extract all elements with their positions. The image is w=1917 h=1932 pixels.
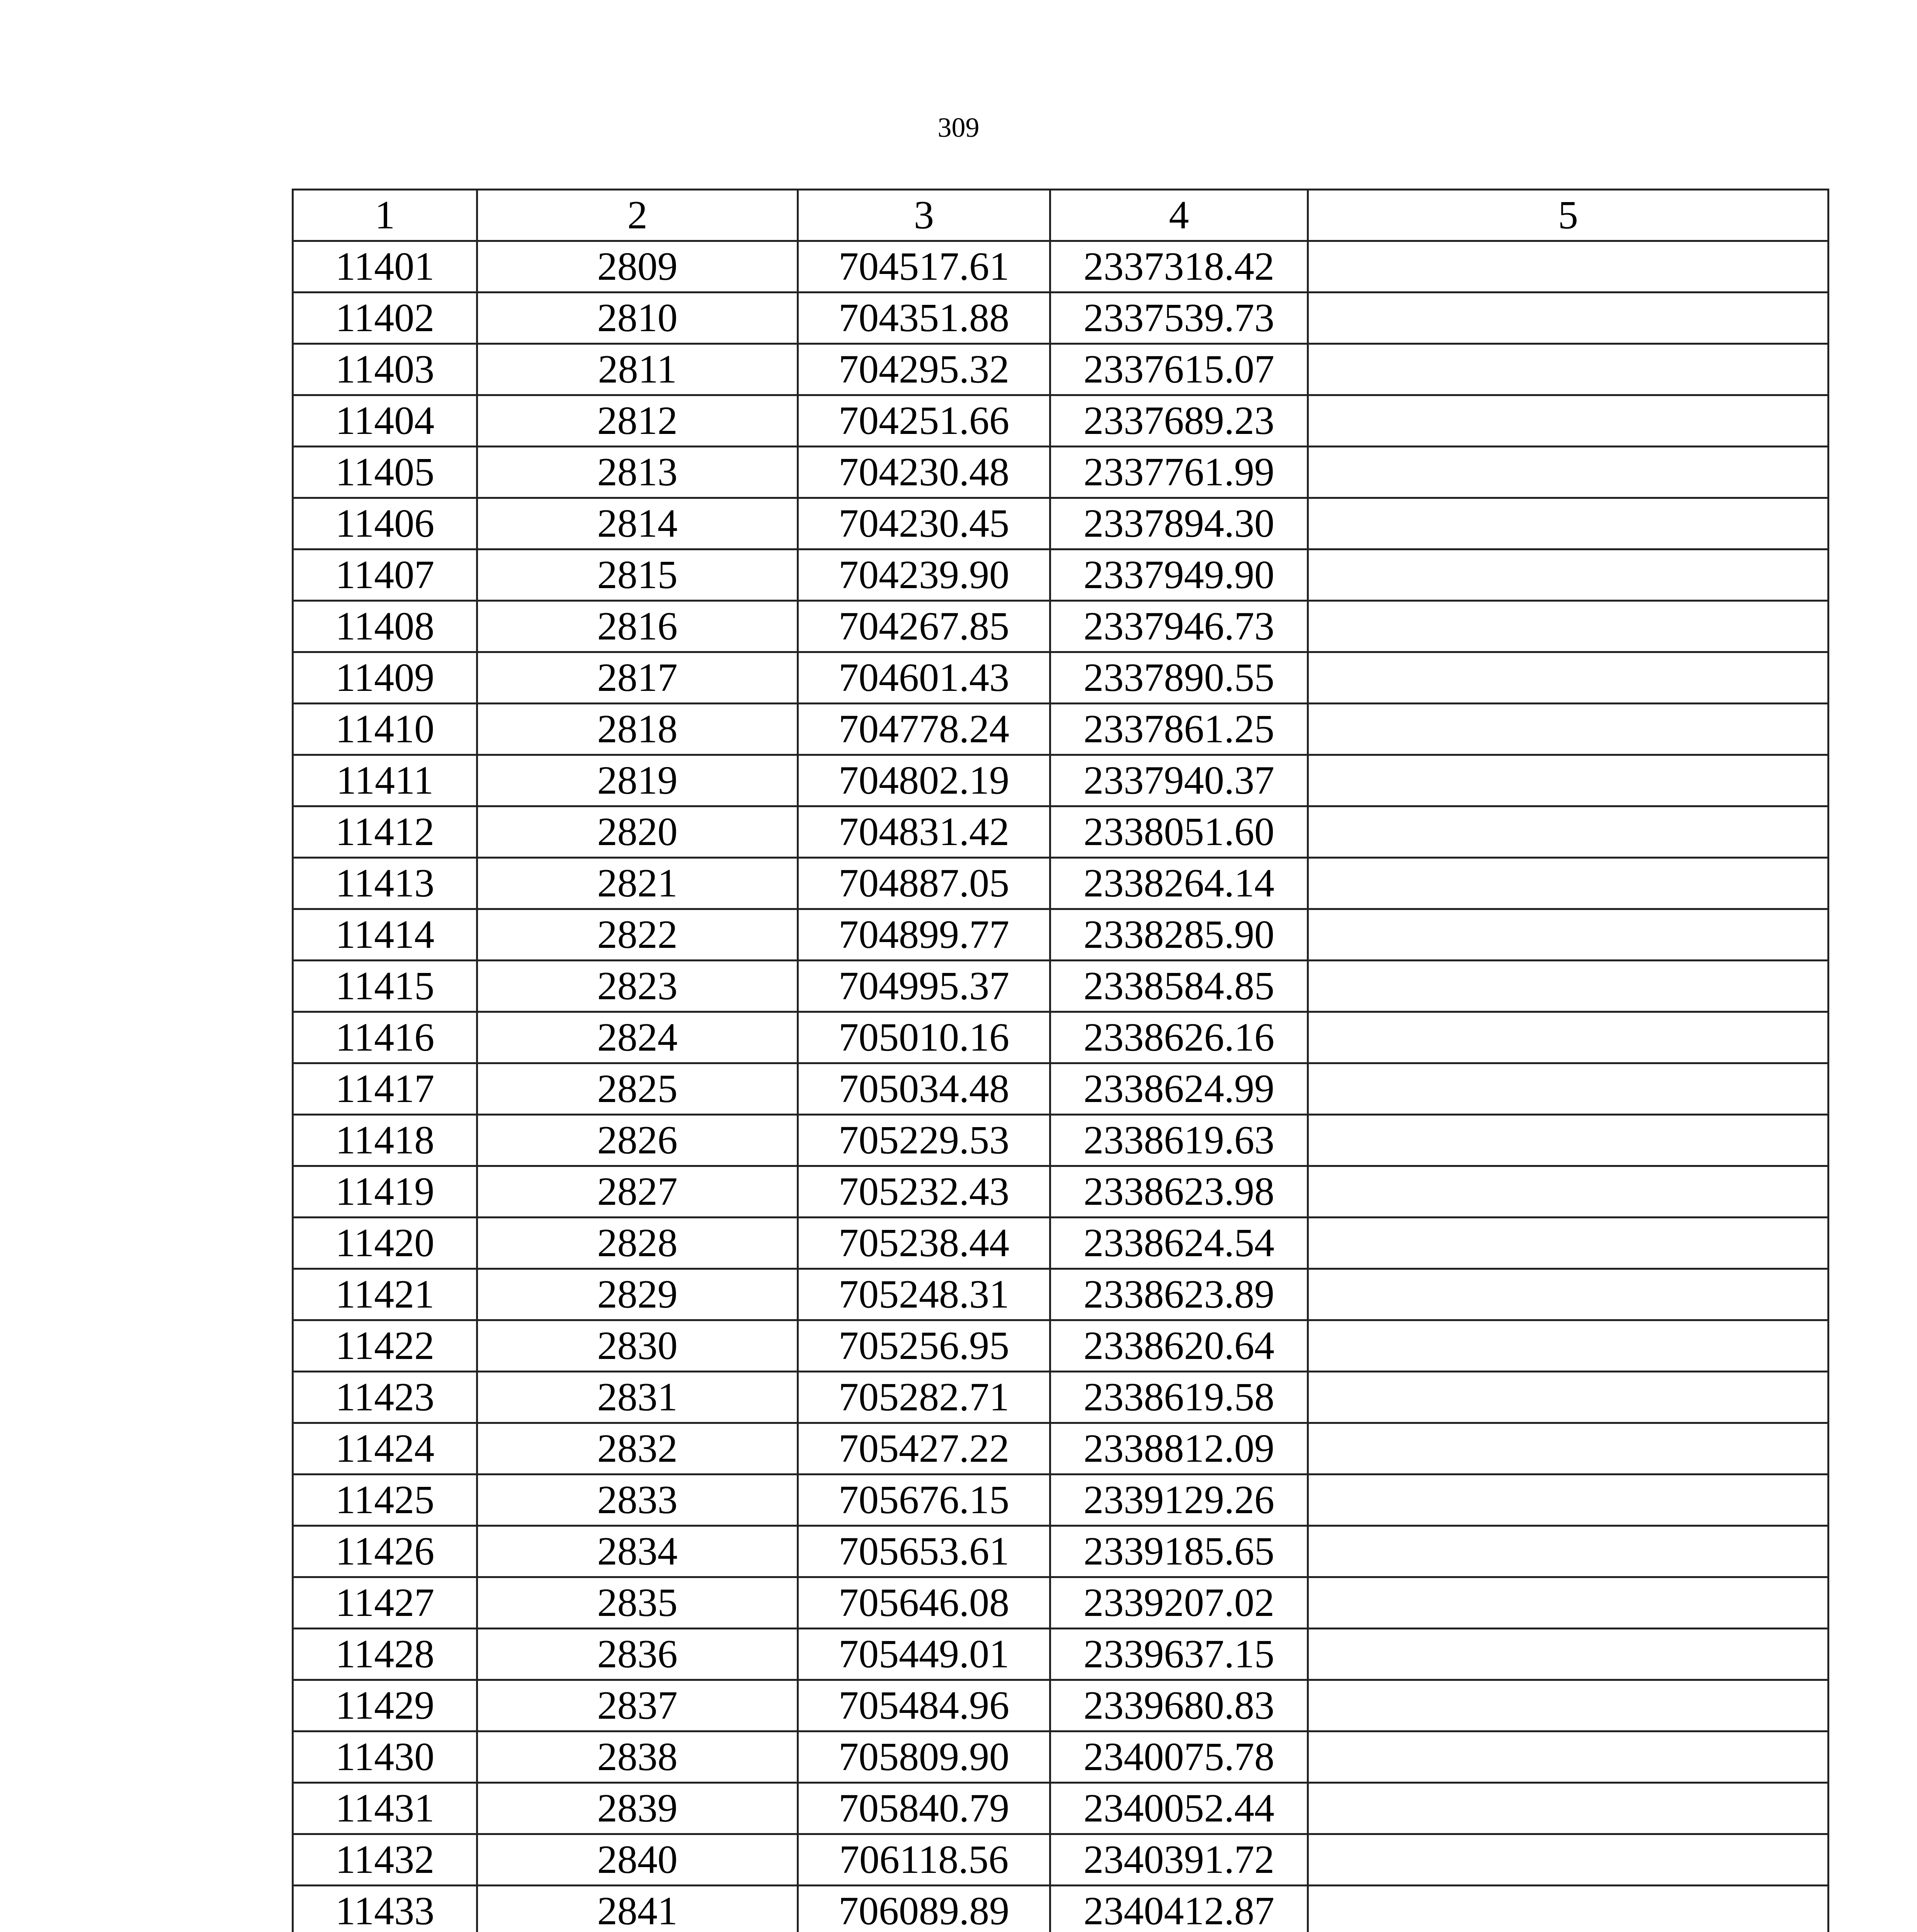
note-cell bbox=[1308, 498, 1829, 549]
note-cell bbox=[1308, 447, 1829, 498]
row-number-cell: 11414 bbox=[293, 909, 477, 961]
table-row bbox=[293, 1834, 1829, 1886]
y-coordinate-cell: 2339129.26 bbox=[1050, 1475, 1308, 1526]
point-number-cell: 2821 bbox=[477, 858, 798, 909]
x-coordinate-cell: 705248.31 bbox=[798, 1269, 1050, 1320]
row-number-cell: 11403 bbox=[293, 344, 477, 395]
note-cell bbox=[1308, 1629, 1829, 1680]
x-coordinate-cell: 704995.37 bbox=[798, 961, 1050, 1012]
y-coordinate-cell: 2338619.63 bbox=[1050, 1115, 1308, 1166]
table-row bbox=[293, 1886, 1829, 1932]
table-row bbox=[293, 909, 1829, 961]
point-number-cell: 2827 bbox=[477, 1166, 798, 1218]
x-coordinate-cell: 705676.15 bbox=[798, 1475, 1050, 1526]
x-coordinate-cell: 705232.43 bbox=[798, 1166, 1050, 1218]
x-coordinate-cell: 704802.19 bbox=[798, 755, 1050, 806]
row-number-cell: 11417 bbox=[293, 1063, 477, 1115]
row-number-cell: 11424 bbox=[293, 1423, 477, 1475]
point-number-cell: 2811 bbox=[477, 344, 798, 395]
point-number-cell: 2819 bbox=[477, 755, 798, 806]
note-cell bbox=[1308, 1320, 1829, 1372]
table-row bbox=[293, 1012, 1829, 1063]
table-row bbox=[293, 1475, 1829, 1526]
row-number-cell: 11406 bbox=[293, 498, 477, 549]
point-number-cell: 2816 bbox=[477, 601, 798, 652]
point-number-cell: 2841 bbox=[477, 1886, 798, 1932]
table-row bbox=[293, 1115, 1829, 1166]
y-coordinate-cell: 2338624.99 bbox=[1050, 1063, 1308, 1115]
row-number-cell: 11425 bbox=[293, 1475, 477, 1526]
x-coordinate-cell: 705484.96 bbox=[798, 1680, 1050, 1731]
x-coordinate-cell: 705653.61 bbox=[798, 1526, 1050, 1577]
row-number-cell: 11418 bbox=[293, 1115, 477, 1166]
header-cell-3: 3 bbox=[798, 190, 1050, 241]
x-coordinate-cell: 704899.77 bbox=[798, 909, 1050, 961]
note-cell bbox=[1308, 1680, 1829, 1731]
note-cell bbox=[1308, 652, 1829, 704]
note-cell bbox=[1308, 1783, 1829, 1834]
y-coordinate-cell: 2337894.30 bbox=[1050, 498, 1308, 549]
table-row bbox=[293, 1269, 1829, 1320]
table-row bbox=[293, 858, 1829, 909]
x-coordinate-cell: 705229.53 bbox=[798, 1115, 1050, 1166]
x-coordinate-cell: 705282.71 bbox=[798, 1372, 1050, 1423]
row-number-cell: 11432 bbox=[293, 1834, 477, 1886]
note-cell bbox=[1308, 1115, 1829, 1166]
row-number-cell: 11415 bbox=[293, 961, 477, 1012]
header-cell-4: 4 bbox=[1050, 190, 1308, 241]
note-cell bbox=[1308, 755, 1829, 806]
x-coordinate-cell: 704230.48 bbox=[798, 447, 1050, 498]
table-row bbox=[293, 241, 1829, 293]
table-row bbox=[293, 1680, 1829, 1731]
y-coordinate-cell: 2337890.55 bbox=[1050, 652, 1308, 704]
point-number-cell: 2835 bbox=[477, 1577, 798, 1629]
point-number-cell: 2840 bbox=[477, 1834, 798, 1886]
y-coordinate-cell: 2337761.99 bbox=[1050, 447, 1308, 498]
y-coordinate-cell: 2338812.09 bbox=[1050, 1423, 1308, 1475]
table-row bbox=[293, 293, 1829, 344]
note-cell bbox=[1308, 1834, 1829, 1886]
table-row bbox=[293, 344, 1829, 395]
point-number-cell: 2824 bbox=[477, 1012, 798, 1063]
row-number-cell: 11419 bbox=[293, 1166, 477, 1218]
y-coordinate-cell: 2337539.73 bbox=[1050, 293, 1308, 344]
x-coordinate-cell: 705034.48 bbox=[798, 1063, 1050, 1115]
point-number-cell: 2820 bbox=[477, 806, 798, 858]
point-number-cell: 2838 bbox=[477, 1731, 798, 1783]
point-number-cell: 2836 bbox=[477, 1629, 798, 1680]
header-cell-2: 2 bbox=[477, 190, 798, 241]
table-row bbox=[293, 652, 1829, 704]
note-cell bbox=[1308, 704, 1829, 755]
row-number-cell: 11422 bbox=[293, 1320, 477, 1372]
coordinates-table bbox=[292, 189, 1829, 1932]
point-number-cell: 2832 bbox=[477, 1423, 798, 1475]
table-row bbox=[293, 1063, 1829, 1115]
table-row bbox=[293, 601, 1829, 652]
x-coordinate-cell: 704351.88 bbox=[798, 293, 1050, 344]
y-coordinate-cell: 2337946.73 bbox=[1050, 601, 1308, 652]
y-coordinate-cell: 2338624.54 bbox=[1050, 1218, 1308, 1269]
x-coordinate-cell: 704778.24 bbox=[798, 704, 1050, 755]
row-number-cell: 11412 bbox=[293, 806, 477, 858]
x-coordinate-cell: 705010.16 bbox=[798, 1012, 1050, 1063]
y-coordinate-cell: 2338051.60 bbox=[1050, 806, 1308, 858]
x-coordinate-cell: 704267.85 bbox=[798, 601, 1050, 652]
x-coordinate-cell: 705809.90 bbox=[798, 1731, 1050, 1783]
point-number-cell: 2826 bbox=[477, 1115, 798, 1166]
note-cell bbox=[1308, 1731, 1829, 1783]
x-coordinate-cell: 704601.43 bbox=[798, 652, 1050, 704]
table-row bbox=[293, 1783, 1829, 1834]
point-number-cell: 2834 bbox=[477, 1526, 798, 1577]
header-cell-5: 5 bbox=[1308, 190, 1829, 241]
point-number-cell: 2833 bbox=[477, 1475, 798, 1526]
y-coordinate-cell: 2337318.42 bbox=[1050, 241, 1308, 293]
note-cell bbox=[1308, 1218, 1829, 1269]
note-cell bbox=[1308, 601, 1829, 652]
note-cell bbox=[1308, 1526, 1829, 1577]
note-cell bbox=[1308, 1012, 1829, 1063]
row-number-cell: 11431 bbox=[293, 1783, 477, 1834]
point-number-cell: 2829 bbox=[477, 1269, 798, 1320]
row-number-cell: 11421 bbox=[293, 1269, 477, 1320]
point-number-cell: 2818 bbox=[477, 704, 798, 755]
point-number-cell: 2828 bbox=[477, 1218, 798, 1269]
note-cell bbox=[1308, 1475, 1829, 1526]
note-cell bbox=[1308, 1063, 1829, 1115]
point-number-cell: 2810 bbox=[477, 293, 798, 344]
note-cell bbox=[1308, 1166, 1829, 1218]
table-row bbox=[293, 1577, 1829, 1629]
note-cell bbox=[1308, 293, 1829, 344]
row-number-cell: 11428 bbox=[293, 1629, 477, 1680]
note-cell bbox=[1308, 806, 1829, 858]
x-coordinate-cell: 704251.66 bbox=[798, 395, 1050, 447]
x-coordinate-cell: 704230.45 bbox=[798, 498, 1050, 549]
x-coordinate-cell: 705840.79 bbox=[798, 1783, 1050, 1834]
table-row bbox=[293, 1166, 1829, 1218]
page-number: 309 bbox=[937, 112, 980, 143]
x-coordinate-cell: 705449.01 bbox=[798, 1629, 1050, 1680]
row-number-cell: 11423 bbox=[293, 1372, 477, 1423]
table-row bbox=[293, 755, 1829, 806]
y-coordinate-cell: 2337949.90 bbox=[1050, 549, 1308, 601]
x-coordinate-cell: 705256.95 bbox=[798, 1320, 1050, 1372]
point-number-cell: 2813 bbox=[477, 447, 798, 498]
row-number-cell: 11405 bbox=[293, 447, 477, 498]
point-number-cell: 2825 bbox=[477, 1063, 798, 1115]
row-number-cell: 11420 bbox=[293, 1218, 477, 1269]
table-body bbox=[293, 190, 1829, 1932]
y-coordinate-cell: 2339680.83 bbox=[1050, 1680, 1308, 1731]
point-number-cell: 2817 bbox=[477, 652, 798, 704]
point-number-cell: 2839 bbox=[477, 1783, 798, 1834]
table-row bbox=[293, 549, 1829, 601]
row-number-cell: 11433 bbox=[293, 1886, 477, 1932]
table-row bbox=[293, 1372, 1829, 1423]
row-number-cell: 11404 bbox=[293, 395, 477, 447]
x-coordinate-cell: 705238.44 bbox=[798, 1218, 1050, 1269]
y-coordinate-cell: 2337615.07 bbox=[1050, 344, 1308, 395]
row-number-cell: 11430 bbox=[293, 1731, 477, 1783]
row-number-cell: 11426 bbox=[293, 1526, 477, 1577]
x-coordinate-cell: 706118.56 bbox=[798, 1834, 1050, 1886]
y-coordinate-cell: 2339207.02 bbox=[1050, 1577, 1308, 1629]
note-cell bbox=[1308, 1577, 1829, 1629]
table-row bbox=[293, 1423, 1829, 1475]
note-cell bbox=[1308, 395, 1829, 447]
y-coordinate-cell: 2338623.98 bbox=[1050, 1166, 1308, 1218]
row-number-cell: 11427 bbox=[293, 1577, 477, 1629]
y-coordinate-cell: 2338285.90 bbox=[1050, 909, 1308, 961]
y-coordinate-cell: 2338626.16 bbox=[1050, 1012, 1308, 1063]
y-coordinate-cell: 2338619.58 bbox=[1050, 1372, 1308, 1423]
y-coordinate-cell: 2340052.44 bbox=[1050, 1783, 1308, 1834]
table-row bbox=[293, 447, 1829, 498]
point-number-cell: 2831 bbox=[477, 1372, 798, 1423]
y-coordinate-cell: 2339185.65 bbox=[1050, 1526, 1308, 1577]
table-row bbox=[293, 498, 1829, 549]
row-number-cell: 11429 bbox=[293, 1680, 477, 1731]
note-cell bbox=[1308, 1269, 1829, 1320]
note-cell bbox=[1308, 241, 1829, 293]
x-coordinate-cell: 705646.08 bbox=[798, 1577, 1050, 1629]
table-row bbox=[293, 1731, 1829, 1783]
note-cell bbox=[1308, 858, 1829, 909]
row-number-cell: 11402 bbox=[293, 293, 477, 344]
table-row bbox=[293, 395, 1829, 447]
x-coordinate-cell: 704887.05 bbox=[798, 858, 1050, 909]
note-cell bbox=[1308, 1372, 1829, 1423]
point-number-cell: 2822 bbox=[477, 909, 798, 961]
x-coordinate-cell: 704239.90 bbox=[798, 549, 1050, 601]
note-cell bbox=[1308, 549, 1829, 601]
point-number-cell: 2814 bbox=[477, 498, 798, 549]
table-row bbox=[293, 704, 1829, 755]
row-number-cell: 11408 bbox=[293, 601, 477, 652]
point-number-cell: 2812 bbox=[477, 395, 798, 447]
x-coordinate-cell: 704295.32 bbox=[798, 344, 1050, 395]
note-cell bbox=[1308, 961, 1829, 1012]
table-row bbox=[293, 806, 1829, 858]
y-coordinate-cell: 2338264.14 bbox=[1050, 858, 1308, 909]
note-cell bbox=[1308, 1886, 1829, 1932]
point-number-cell: 2830 bbox=[477, 1320, 798, 1372]
x-coordinate-cell: 705427.22 bbox=[798, 1423, 1050, 1475]
row-number-cell: 11411 bbox=[293, 755, 477, 806]
y-coordinate-cell: 2340391.72 bbox=[1050, 1834, 1308, 1886]
y-coordinate-cell: 2337689.23 bbox=[1050, 395, 1308, 447]
y-coordinate-cell: 2340075.78 bbox=[1050, 1731, 1308, 1783]
y-coordinate-cell: 2338620.64 bbox=[1050, 1320, 1308, 1372]
point-number-cell: 2823 bbox=[477, 961, 798, 1012]
table-row bbox=[293, 1218, 1829, 1269]
point-number-cell: 2837 bbox=[477, 1680, 798, 1731]
note-cell bbox=[1308, 1423, 1829, 1475]
y-coordinate-cell: 2338584.85 bbox=[1050, 961, 1308, 1012]
y-coordinate-cell: 2338623.89 bbox=[1050, 1269, 1308, 1320]
y-coordinate-cell: 2340412.87 bbox=[1050, 1886, 1308, 1932]
x-coordinate-cell: 706089.89 bbox=[798, 1886, 1050, 1932]
row-number-cell: 11410 bbox=[293, 704, 477, 755]
x-coordinate-cell: 704517.61 bbox=[798, 241, 1050, 293]
y-coordinate-cell: 2339637.15 bbox=[1050, 1629, 1308, 1680]
point-number-cell: 2809 bbox=[477, 241, 798, 293]
row-number-cell: 11401 bbox=[293, 241, 477, 293]
table-header-row bbox=[293, 190, 1829, 241]
y-coordinate-cell: 2337861.25 bbox=[1050, 704, 1308, 755]
row-number-cell: 11409 bbox=[293, 652, 477, 704]
header-cell-1: 1 bbox=[293, 190, 477, 241]
table-row bbox=[293, 961, 1829, 1012]
table-row bbox=[293, 1629, 1829, 1680]
table-row bbox=[293, 1320, 1829, 1372]
y-coordinate-cell: 2337940.37 bbox=[1050, 755, 1308, 806]
x-coordinate-cell: 704831.42 bbox=[798, 806, 1050, 858]
point-number-cell: 2815 bbox=[477, 549, 798, 601]
table-row bbox=[293, 1526, 1829, 1577]
row-number-cell: 11416 bbox=[293, 1012, 477, 1063]
note-cell bbox=[1308, 344, 1829, 395]
row-number-cell: 11407 bbox=[293, 549, 477, 601]
note-cell bbox=[1308, 909, 1829, 961]
row-number-cell: 11413 bbox=[293, 858, 477, 909]
